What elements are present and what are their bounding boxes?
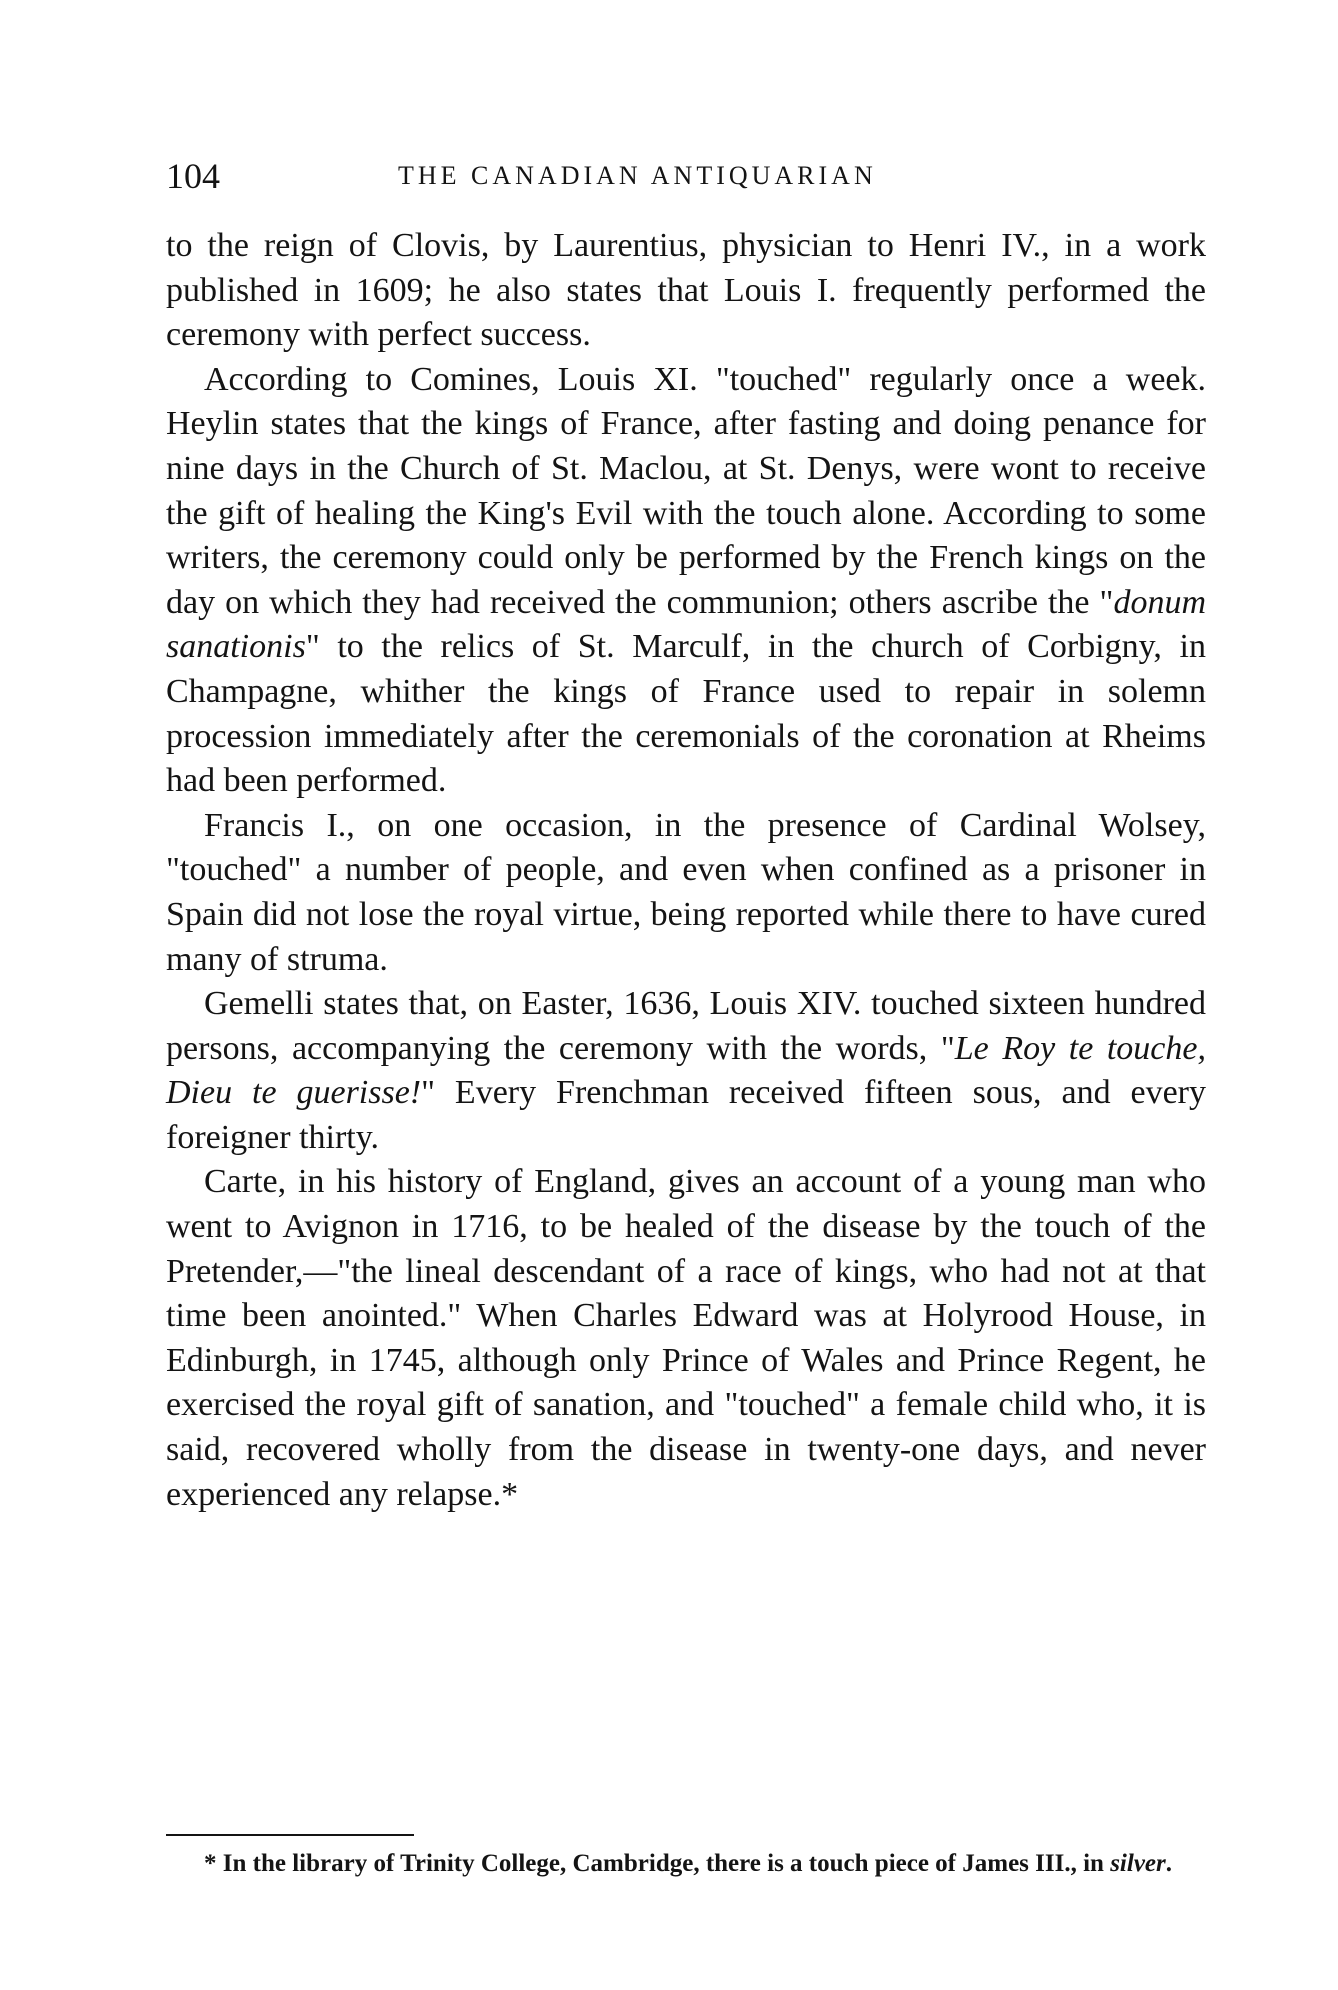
- paragraph: [166, 358, 1206, 804]
- italic-phrase: donum sanationis: [166, 583, 1206, 666]
- paragraph: [166, 1160, 1206, 1517]
- paragraph-text: Carte, in his history of England, gives an account of a young man who went to Avignon in 1716, to be healed of the disease by the touch of the Pretender,—"the lineal descendant of a race of kings, who had not at that time been anointed." When Charles Edward was at Holyrood House, in Edinburgh, in 1745, although only Prince of Wales and Prince Regent, he exercised the royal gift of sanation, and "touched" a female child who, it is said, recovered wholly from the disease in twenty-one days, and never experienced any relapse.*: [166, 1163, 1206, 1513]
- body-text: [166, 224, 1206, 1517]
- footnote-italic: silver: [1110, 1850, 1166, 1877]
- footnote: [166, 1846, 1206, 1882]
- paragraph: [166, 224, 1206, 358]
- page-number: 104: [166, 156, 220, 196]
- paragraph-text: Francis I., on one occasion, in the presence of Cardinal Wolsey, "touched" a number of people, and even when confined as a prisoner in Spain did not lose the royal virtue, being reported while there to have cured many of struma.: [166, 806, 1206, 978]
- footnote-text: * In the library of Trinity College, Cambridge, there is a touch piece of James III., in: [204, 1850, 1111, 1877]
- paragraph: [166, 982, 1206, 1160]
- running-title: THE CANADIAN ANTIQUARIAN: [398, 161, 877, 190]
- paragraph-text: Gemelli states that, on Easter, 1636, Louis XIV. touched sixteen hundred persons, accompanying the ceremony with the words, ": [166, 985, 1206, 1067]
- page-header: [166, 152, 1206, 200]
- footnote-text: .: [1165, 1850, 1172, 1877]
- paragraph-text: " Every Frenchman received fifteen sous, and every foreigner thirty.: [166, 1074, 1206, 1156]
- italic-phrase: Le Roy te touche, Dieu te guerisse!: [166, 1029, 1206, 1112]
- paragraph: [166, 804, 1206, 982]
- footnote-divider: [166, 1834, 414, 1836]
- paragraph-text: According to Comines, Louis XI. "touched" regularly once a week. Heylin states that the kings of France, after fasting and doing penance for nine days in the Church of St. Maclou, at St. Denys, were wont to receive the gift of healing the King's Evil with the touch alone. According to some writers, the ceremony could only be performed by the French kings on the day on which they had received the communion; others ascribe the ": [166, 360, 1206, 621]
- paragraph-text: " to the relics of St. Marculf, in the church of Corbigny, in Champagne, whither the kings of France used to repair in solemn procession immediately after the ceremonials of the coronation at Rheims had been performed.: [166, 628, 1206, 800]
- paragraph-text: to the reign of Clovis, by Laurentius, physician to Henri IV., in a work published in 1609; he also states that Louis I. frequently performed the ceremony with perfect success.: [166, 227, 1206, 354]
